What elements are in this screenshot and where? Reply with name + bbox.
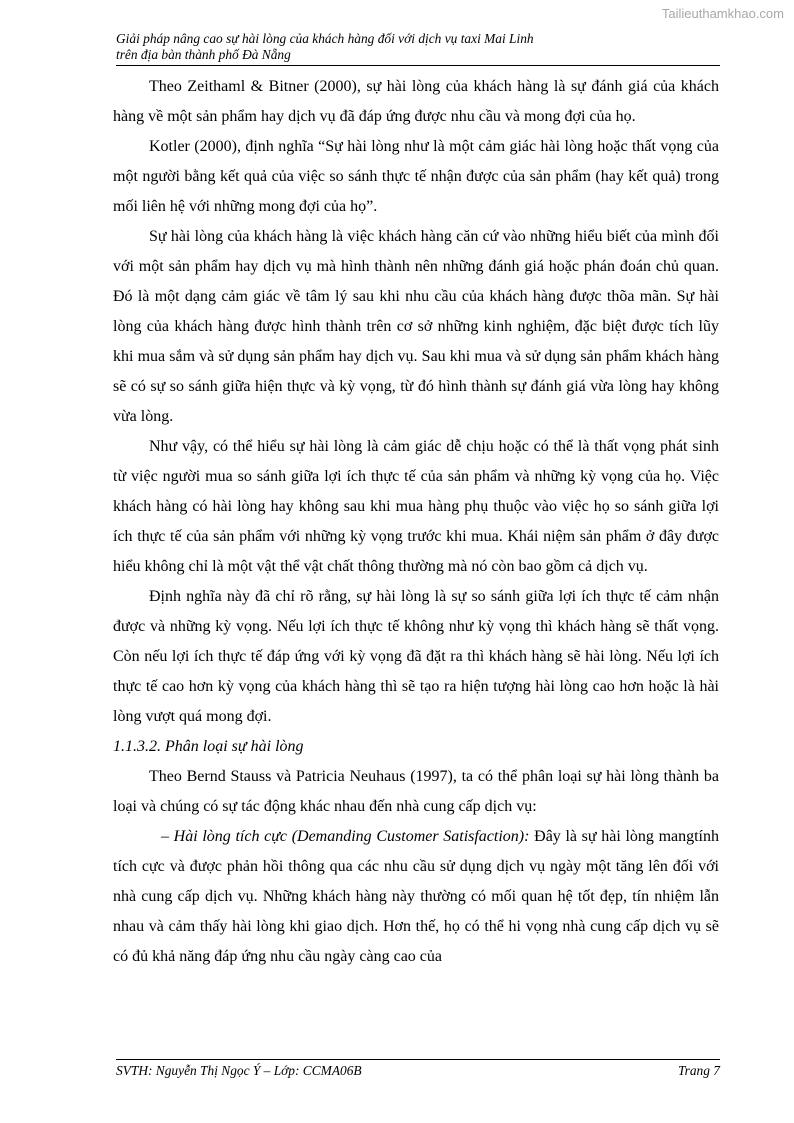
page-header bbox=[116, 31, 720, 66]
header-line-2: trên địa bàn thành phố Đà Nẵng bbox=[116, 47, 291, 62]
paragraph-5: Định nghĩa này đã chỉ rõ rằng, sự hài lòng là sự so sánh giữa lợi ích thực tế cảm nhận được và những kỳ vọng. Nếu lợi ích thực tế không như kỳ vọng thì khách hàng sẽ thất vọng. Còn nếu lợi ích thực tế đáp ứng với kỳ vọng đã đặt ra thì khách hàng sẽ hài lòng. Nếu lợi ích thực tế cao hơn kỳ vọng của khách hàng thì sẽ tạo ra hiện tượng hài lòng cao hơn hoặc là hài lòng vượt quá mong đợi. bbox=[113, 588, 719, 725]
paragraph-4: Như vậy, có thể hiểu sự hài lòng là cảm giác dễ chịu hoặc có thể là thất vọng phát sinh từ việc người mua so sánh giữa lợi ích thực tế của sản phẩm và những kỳ vọng của họ. Việc khách hàng có hài lòng hay không sau khi mua hàng phụ thuộc vào việc họ so sánh giữa lợi ích thực tế của sản phẩm với những kỳ vọng trước khi mua. Khái niệm sản phẩm ở đây được hiểu không chỉ là một vật thể vật chất thông thường mà nó còn bao gồm cả dịch vụ. bbox=[113, 438, 719, 575]
header-line-1: Giải pháp nâng cao sự hài lòng của khách hàng đối với dịch vụ taxi Mai Linh bbox=[116, 31, 534, 46]
paragraph-6: Theo Bernd Stauss và Patricia Neuhaus (1997), ta có thể phân loại sự hài lòng thành ba loại và chúng có sự tác động khác nhau đến nhà cung cấp dịch vụ: bbox=[113, 768, 719, 815]
watermark: Tailieuthamkhao.com bbox=[661, 6, 784, 21]
page-footer bbox=[116, 1059, 720, 1079]
page-body bbox=[113, 72, 719, 972]
paragraph-1: Theo Zeithaml & Bitner (2000), sự hài lòng của khách hàng là sự đánh giá của khách hàng về một sản phẩm hay dịch vụ đã đáp ứng được nhu cầu và mong đợi của họ. bbox=[113, 78, 719, 125]
bullet-text: Đây là sự hài lòng mangtính tích cực và được phản hồi thông qua các nhu cầu sử dụng dịch vụ ngày một tăng lên đối với nhà cung cấp dịch vụ. Những khách hàng này thường có mối quan hệ tốt đẹp, tín nhiệm lẫn nhau và cảm thấy hài lòng khi giao dịch. Hơn thế, họ có thể hi vọng nhà cung cấp dịch vụ sẽ có đủ khả năng đáp ứng nhu cầu ngày càng cao của bbox=[113, 828, 720, 965]
paragraph-2: Kotler (2000), định nghĩa “Sự hài lòng như là một cảm giác hài lòng hoặc thất vọng của một người bằng kết quả của việc so sánh thực tế nhận được của sản phẩm (hay kết quả) trong mối liên hệ với những mong đợi của họ”. bbox=[113, 138, 719, 215]
page-number: Trang 7 bbox=[677, 1063, 720, 1078]
bullet-lead: – Hài lòng tích cực (Demanding Customer Satisfaction): bbox=[161, 828, 530, 845]
footer-author: SVTH: Nguyễn Thị Ngọc Ý – Lớp: CCMA06B bbox=[116, 1063, 362, 1078]
paragraph-3: Sự hài lòng của khách hàng là việc khách hàng căn cứ vào những hiểu biết của mình đối với một sản phẩm hay dịch vụ mà hình thành nên những đánh giá hoặc phán đoán chủ quan. Đó là một dạng cảm giác về tâm lý sau khi nhu cầu của khách hàng được thõa mãn. Sự hài lòng của khách hàng được hình thành trên cơ sở những kinh nghiệm, đặc biệt được tích lũy khi mua sắm và sử dụng sản phẩm hay dịch vụ. Sau khi mua và sử dụng sản phẩm khách hàng sẽ có sự so sánh giữa hiện thực và kỳ vọng, từ đó hình thành sự đánh giá vừa lòng hay không vừa lòng. bbox=[113, 228, 719, 425]
bullet-item bbox=[113, 822, 719, 972]
section-heading: 1.1.3.2. Phân loại sự hài lòng bbox=[113, 738, 304, 755]
